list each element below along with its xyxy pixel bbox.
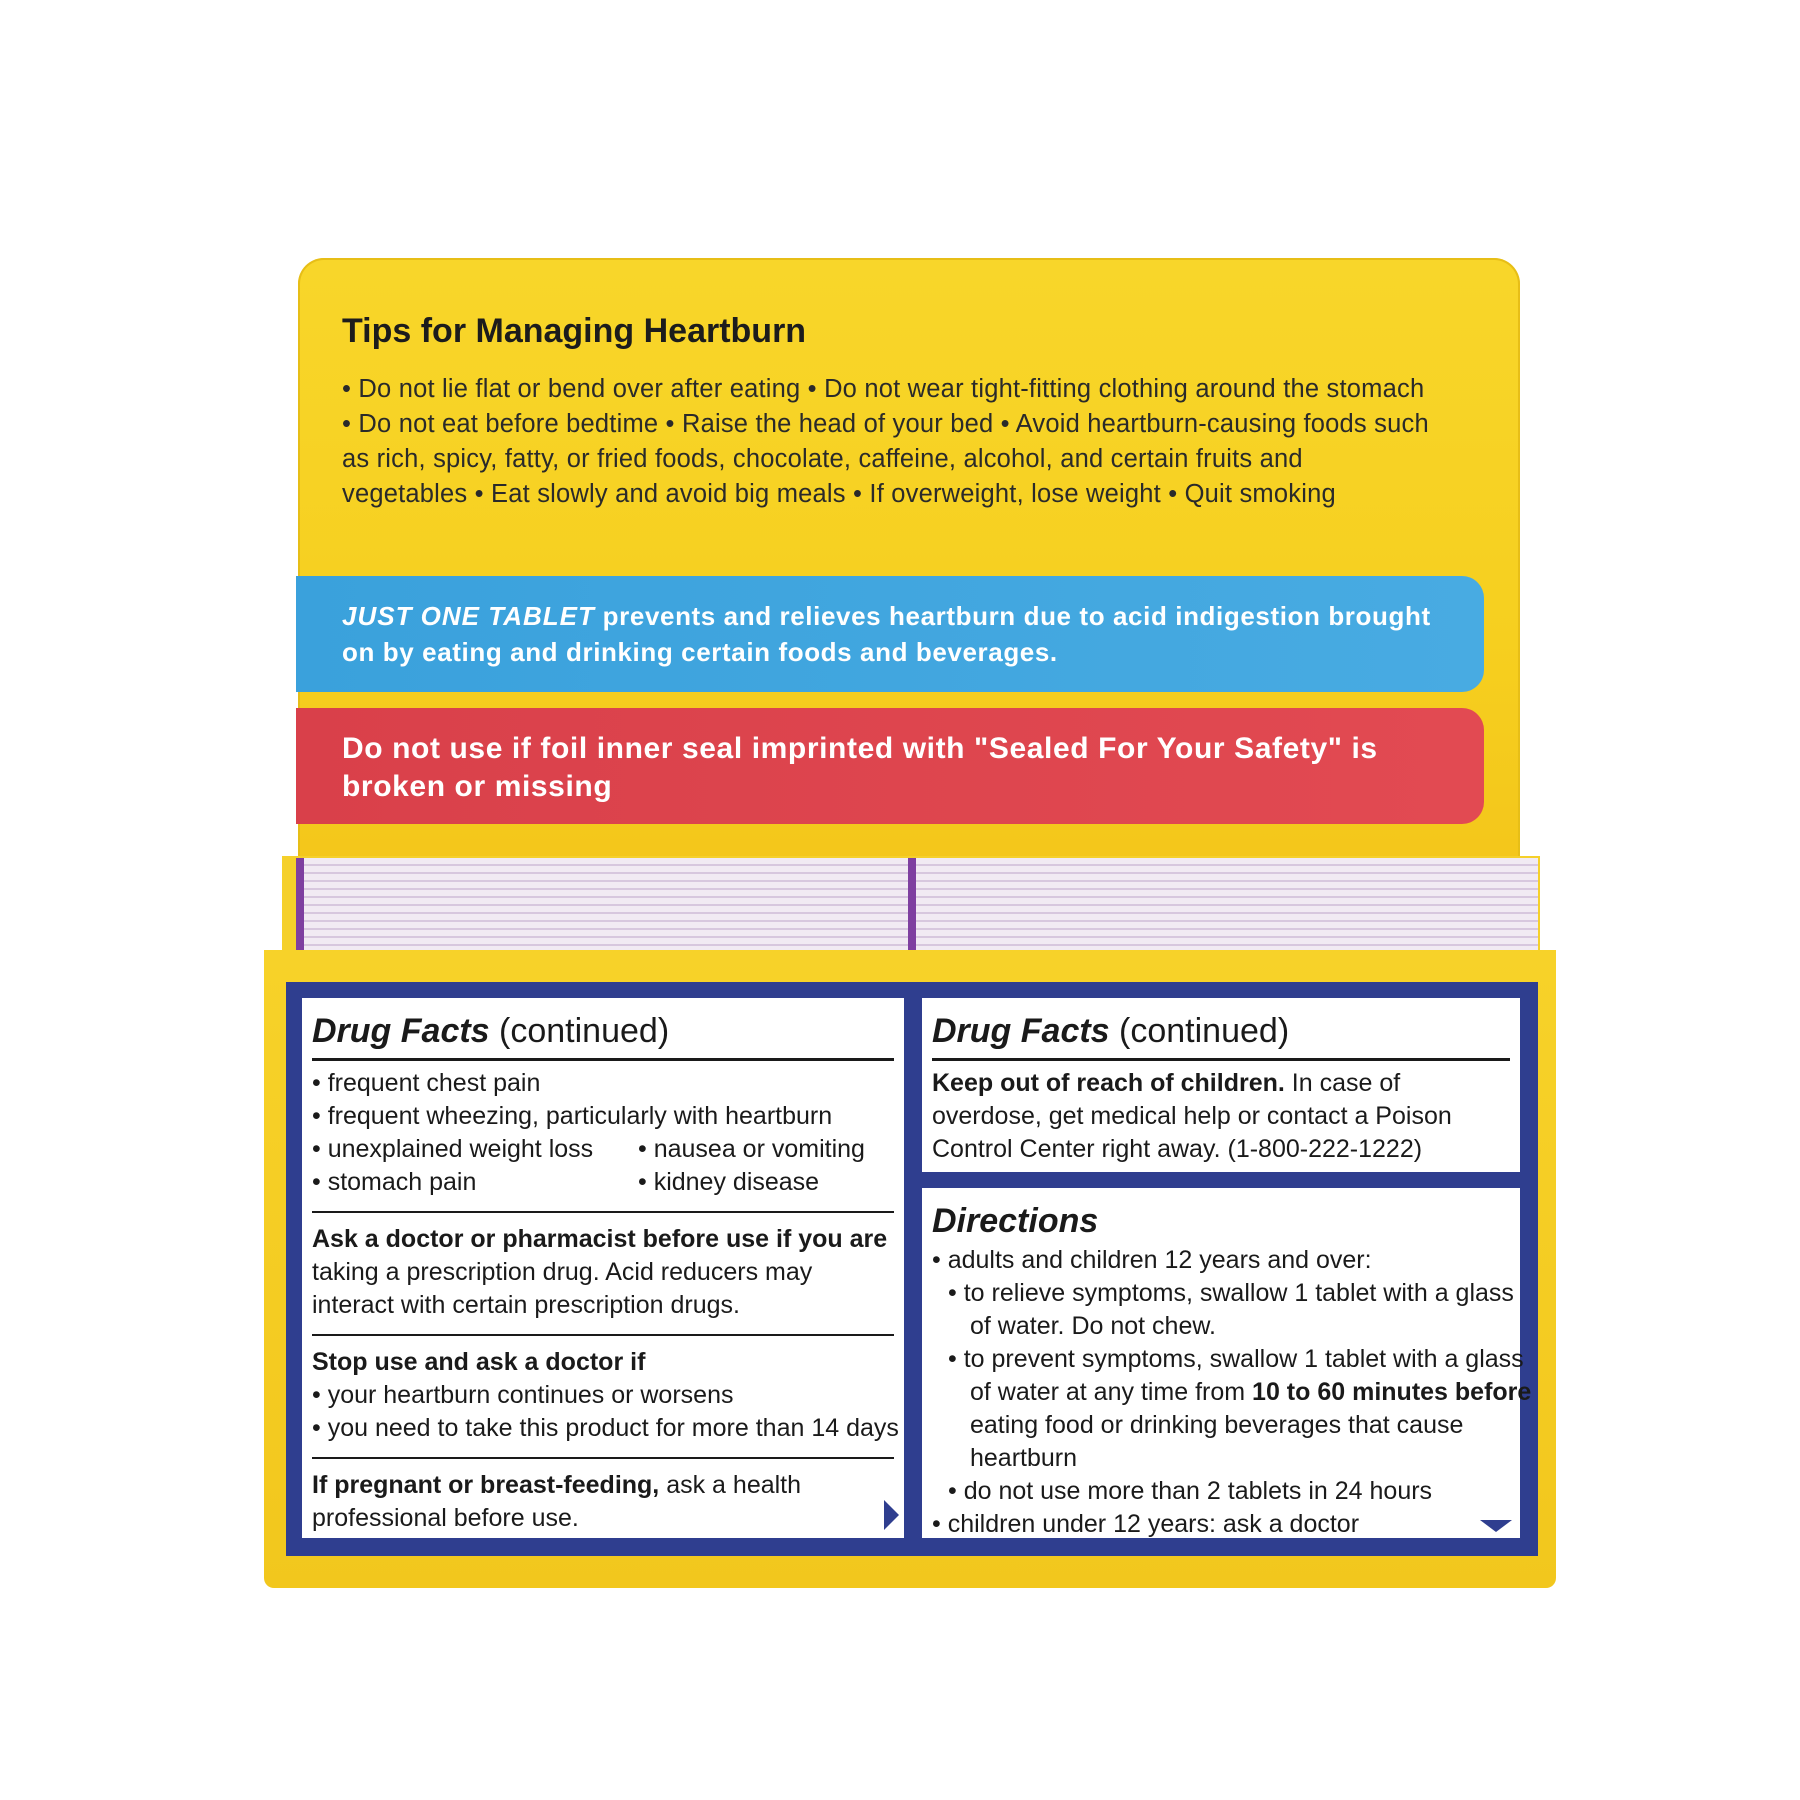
directions-panel [922,1188,1532,1538]
right-drug-facts-heading: Drug Facts (continued) [932,1010,1510,1061]
continue-arrow-right-icon [884,1500,899,1530]
directions-line: • children under 12 years: ask a doctor [932,1510,1360,1538]
pregnancy-text: If pregnant or breast-feeding, ask a health professional before use. [312,1471,802,1532]
directions-heading: Directions [932,1202,1099,1240]
symptom-row [312,1133,894,1166]
ask-doctor-heading: Ask a doctor or pharmacist before use if you are [312,1225,888,1253]
stop-use-section [312,1334,899,1445]
symptom-row [312,1166,894,1199]
seal-warning-text: Do not use if foil inner seal imprinted with "Sealed For Your Safety" is broken or missing [342,732,1378,803]
directions-line: • do not use more than 2 tablets in 24 hours [948,1477,1433,1505]
seal-warning-band [296,708,1484,824]
directions-line: • to relieve symptoms, swallow 1 tablet with a glass [948,1279,1514,1307]
directions-line: • to prevent symptoms, swallow 1 tablet with a glass [948,1345,1524,1373]
directions-line: of water. Do not chew. [970,1312,1216,1340]
drug-facts-right-top-panel [922,998,1520,1172]
directions-line: • adults and children 12 years and over: [932,1246,1372,1274]
symptom-item: • frequent wheezing, particularly with heartburn [312,1102,833,1130]
one-tablet-band [296,576,1484,692]
symptom-item: • frequent chest pain [312,1069,541,1097]
symptom-item: • unexplained weight loss [312,1135,594,1163]
symptom-item: • nausea or vomiting [638,1135,865,1163]
stop-use-heading: Stop use and ask a doctor if [312,1348,646,1376]
symptom-item: • kidney disease [638,1168,820,1196]
directions-line: eating food or drinking beverages that cause [970,1411,1464,1439]
stop-use-item: • you need to take this product for more than 14 days [312,1414,899,1442]
directions-line: heartburn [970,1444,1078,1472]
tips-title: Tips for Managing Heartburn [342,312,807,350]
symptom-item: • stomach pain [312,1168,477,1196]
ask-doctor-section [312,1211,894,1322]
pregnancy-section [312,1457,894,1535]
tips-text: • Do not lie flat or bend over after eating • Do not wear tight-fitting clothing around the stomach • Do not eat before bedtime • Raise the head of your bed • Avoid heartburn-causing foods such as rich, spicy, fatty, or fried foods, chocolate, caffeine, alcohol, and certain fruits and vegetables • Eat slowly and avoid big meals • If overweight, lose weight • Quit smoking [342,375,1429,508]
directions-line: of water at any time from 10 to 60 minutes before [970,1378,1532,1406]
one-tablet-text: prevents and relieves heartburn due to acid indigestion brought on by eating and drinking certain foods and beverages. [342,601,1431,667]
keep-out-of-reach-text: Keep out of reach of children. In case of overdose, get medical help or contact a Poison Control Center right away. (1-800-222-1222) [932,1069,1452,1163]
ask-doctor-text: taking a prescription drug. Acid reducers may interact with certain prescription drugs. [312,1258,813,1319]
left-drug-facts-heading: Drug Facts (continued) [312,1010,894,1061]
folded-label-divider [908,858,916,950]
one-tablet-emphasis: JUST ONE TABLET [342,601,595,631]
folded-label-preview [296,858,1538,950]
stop-use-item: • your heartburn continues or worsens [312,1381,734,1409]
continue-arrow-down-icon [1480,1520,1512,1532]
drug-facts-left-panel [302,998,904,1538]
